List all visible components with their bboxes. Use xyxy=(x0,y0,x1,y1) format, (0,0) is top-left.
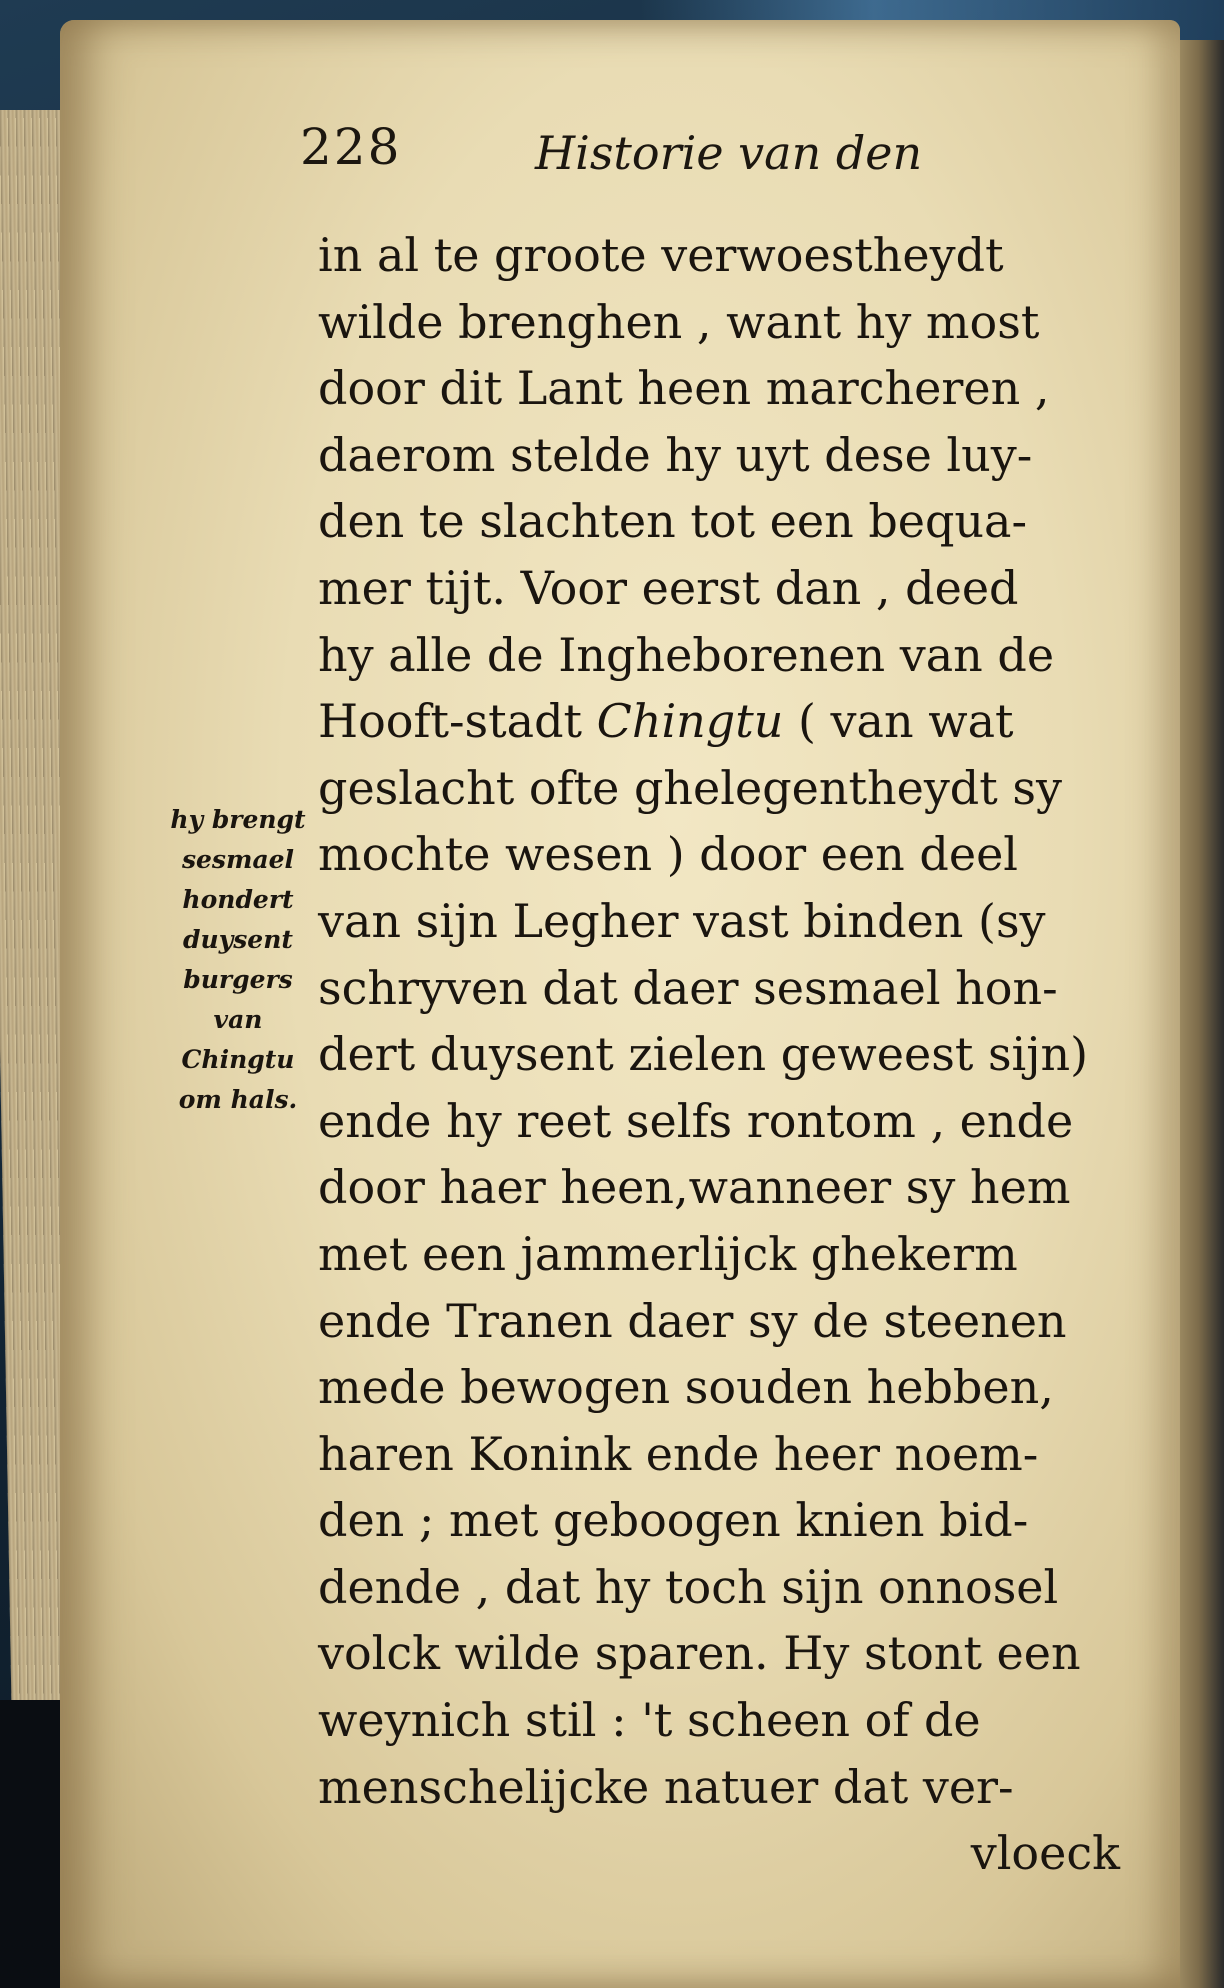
place-name-italic: Chingtu xyxy=(596,694,784,749)
text-line: schryven dat daer sesmael hon- xyxy=(318,960,1058,1015)
text-line: ende hy reet selfs rontom , ende xyxy=(318,1093,1074,1148)
text-line: mede bewogen souden hebben, xyxy=(318,1360,1054,1415)
text-line: hy alle de Ingheborenen van de xyxy=(318,627,1055,682)
text-line: van sijn Legher vast binden (sy xyxy=(318,893,1046,948)
text-line: den ; met geboogen knien bid- xyxy=(318,1493,1029,1548)
text-line: menschelijcke natuer dat ver- xyxy=(318,1759,1014,1814)
text-line: volck wilde sparen. Hy stont een xyxy=(318,1626,1081,1681)
margin-note xyxy=(138,800,338,1120)
text-line: dert duysent zielen geweest sijn) xyxy=(318,1027,1089,1082)
text-line: weynich stil : 't scheen of de xyxy=(318,1693,981,1748)
margin-note-line: duysent xyxy=(183,925,293,954)
text-segment: Hooft-stadt xyxy=(318,694,583,749)
margin-note-line: Chingtu xyxy=(181,1045,295,1074)
text-line: den te slachten tot een bequa- xyxy=(318,494,1028,549)
running-head: Historie van den xyxy=(535,126,923,180)
text-line: dende , dat hy toch sijn onnosel xyxy=(318,1559,1059,1614)
page-header xyxy=(300,118,1160,198)
catchword: vloeck xyxy=(970,1826,1120,1881)
text-line: met een jammerlijck ghekerm xyxy=(318,1226,1018,1281)
text-line: daerom stelde hy uyt dese luy- xyxy=(318,427,1033,482)
text-line: door dit Lant heen marcheren , xyxy=(318,361,1050,416)
text-line: mochte wesen ) door een deel xyxy=(318,827,1019,882)
margin-note-line: hondert xyxy=(182,885,294,914)
page-number: 228 xyxy=(300,118,402,176)
body-text xyxy=(318,222,1128,1887)
text-segment: ( van wat xyxy=(783,694,1014,749)
text-line: mer tijt. Voor eerst dan , deed xyxy=(318,560,1019,615)
text-line: geslacht ofte ghelegentheydt sy xyxy=(318,760,1062,815)
margin-note-line: om hals. xyxy=(178,1085,298,1114)
text-line: ende Tranen daer sy de steenen xyxy=(318,1293,1067,1348)
margin-note-line: hy brengt xyxy=(170,805,306,834)
text-line: wilde brenghen , want hy most xyxy=(318,294,1040,349)
margin-note-line: sesmael xyxy=(181,845,295,874)
text-line: in al te groote verwoestheydt xyxy=(318,228,1004,282)
text-line: haren Konink ende heer noem- xyxy=(318,1426,1039,1481)
margin-note-line: van xyxy=(213,1005,263,1034)
text-line: door haer heen,wanneer sy hem xyxy=(318,1160,1071,1215)
text-line xyxy=(318,688,1128,755)
margin-note-line: burgers xyxy=(183,965,293,994)
